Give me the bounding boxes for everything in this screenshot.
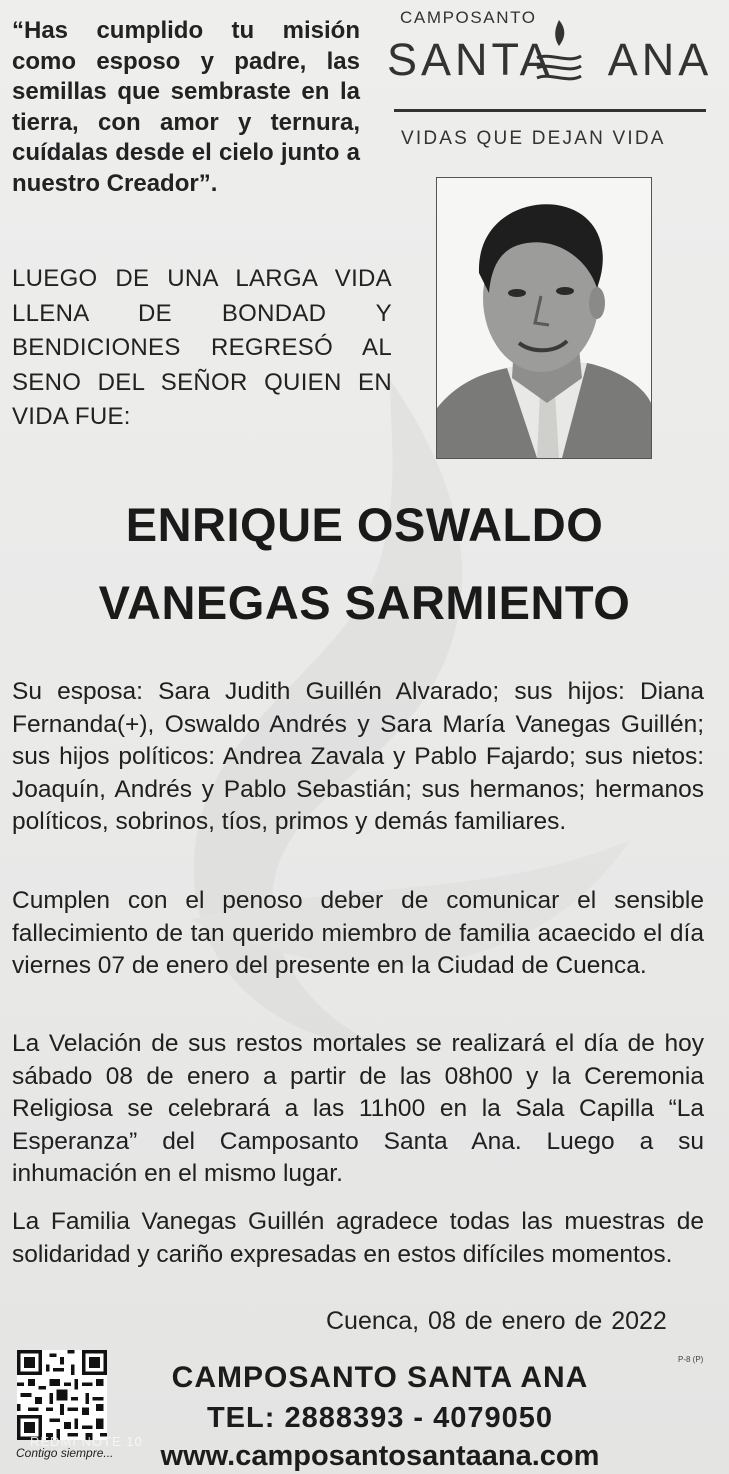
portrait-image [437,178,651,458]
page-reference: P-8 (P) [678,1355,704,1364]
flame-logo-icon [531,16,587,92]
footer-company-name: CAMPOSANTO SANTA ANA [171,1361,589,1394]
footer-phone: TEL: 2888393 - 4079050 [206,1402,554,1434]
footer-website: www.camposantosantaana.com [160,1440,600,1472]
qr-caption: Contigo siempre... [16,1446,114,1460]
ceremony-paragraph: La Velación de sus restos mortales se realizará el día de hoy sábado 08 de enero a partir de las 08h00 y la Ceremonia Religiosa se celebrará a las 11h00 en la Sala Capilla “La Esperanza” del Camposanto Santa Ana. Luego a su inhumación en el mismo lugar. [12,1030,704,1187]
deceased-name-line2: VANEGAS SARMIENTO [98,576,631,629]
dateline: Cuenca, 08 de enero de 2022 [326,1307,667,1335]
thanks-paragraph: La Familia Vanegas Guillén agradece todas las muestras de solidaridad y cariño expresadas en estos difíciles momentos. [12,1208,704,1268]
logo-word-left: SANTA [387,34,554,85]
intro-text: LUEGO DE UNA LARGA VIDA LLENA DE BONDAD Y BENDICIONES REGRESÓ AL SENO DEL SEÑOR QUIEN EN VIDA FUE: [12,265,392,430]
camera-watermark: REDMI NOTE 10 [30,1434,143,1449]
portrait-photo [436,177,652,459]
logo-divider [394,109,706,112]
logo-word-right: ANA [607,34,713,85]
deceased-name-line1: ENRIQUE OSWALDO [125,498,604,551]
announcement-paragraph: Cumplen con el penoso deber de comunicar el sensible fallecimiento de tan querido miembro de familia acaecido el día viernes 07 de enero del presente en la Ciudad de Cuenca. [12,887,704,979]
logo-small-text: CAMPOSANTO [400,8,537,27]
farewell-quote: “Has cumplido tu misión como esposo y padre, las semillas que sembraste en la tierra, con amor y ternura, cuídalas desde el cielo junto a nuestro Creador”. [12,17,360,197]
logo-tagline: VIDAS QUE DEJAN VIDA [401,128,666,149]
qr-code-icon [17,1350,107,1440]
family-paragraph: Su esposa: Sara Judith Guillén Alvarado; sus hijos: Diana Fernanda(+), Oswaldo Andrés y Sara María Vanegas Guillén; sus hijos políticos: Andrea Zavala y Pablo Fajardo; sus nietos: Joaquín, Andrés y Pablo Sebastián; sus hermanos; hermanos políticos, sobrinos, tíos, primos y demás familiares. [12,678,704,835]
